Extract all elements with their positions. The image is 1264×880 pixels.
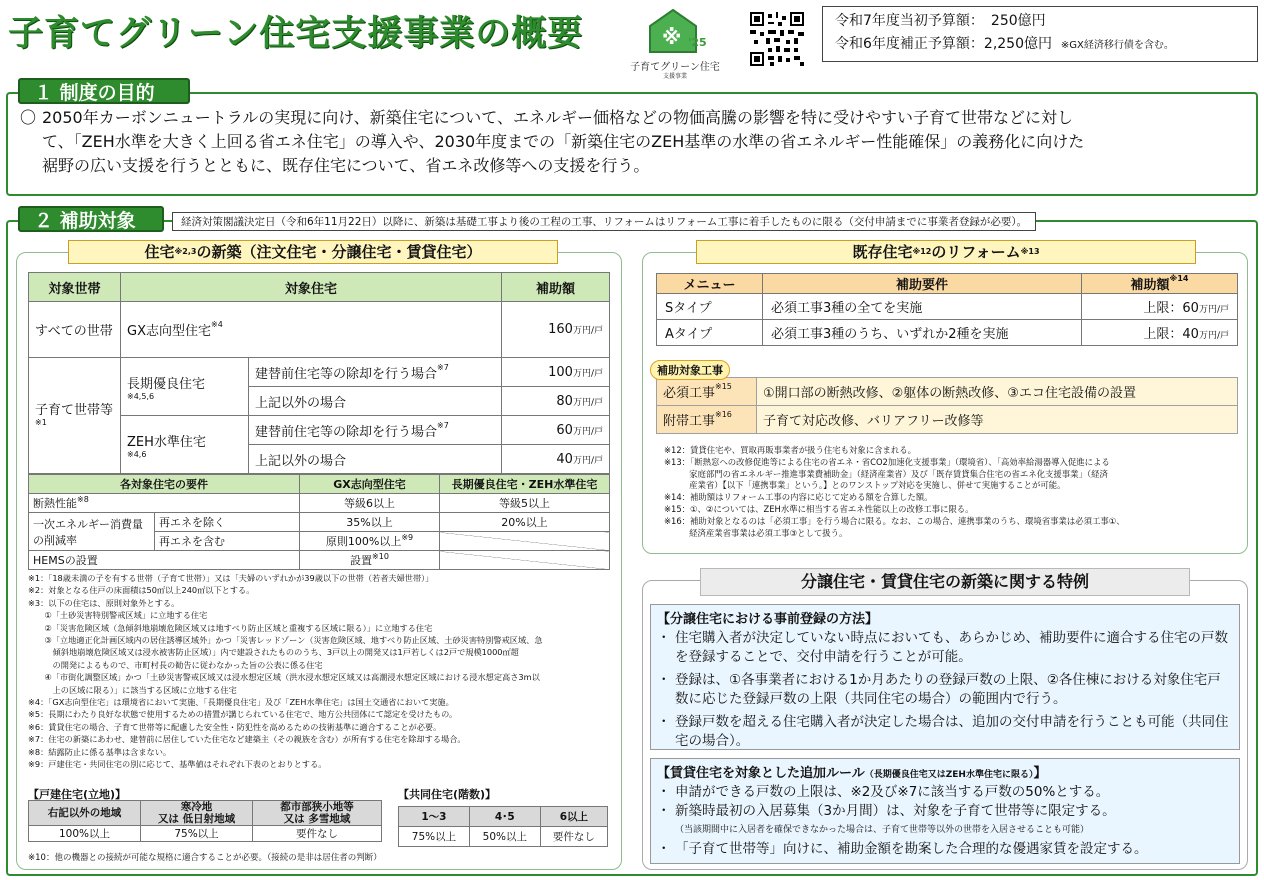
req-insulation: 断熱性能$^{※8}$ [29, 494, 300, 513]
housing-long-term: 長期優良住宅 ※4,5,6 [121, 358, 249, 416]
presale-item: ・ 登録は、①各事業者における1か月あたりの登録戸数の上限、②各住棟における対象住宅戸数に応じた登録戸数の上限（共同住宅の場合）の範囲内で行う。 [657, 671, 1233, 709]
household-child: 子育て世帯等$^{※1}$ [29, 358, 121, 474]
presale-registration-box [650, 604, 1240, 750]
reform-req-s: 必須工事3種の全てを実施 [763, 294, 1082, 320]
condition-rebuild: 建替前住宅等の除却を行う場合$^{※7}$ [249, 358, 502, 387]
req-insulation-zeh: 等級5以上 [440, 494, 610, 513]
note-line: 上の区域に限る）」に該当する区域に立地する住宅 [28, 684, 237, 695]
incidental-work-label: 附帯工事$^{※16}$ [657, 406, 757, 434]
reform-header-req: 補助要件 [763, 274, 1082, 294]
budget-note: ※GX経済移行債を含む。 [1060, 40, 1174, 51]
budget-box [822, 6, 1258, 62]
note-line: ①「土砂災害特別警戒区域」に立地する住宅 [28, 610, 208, 621]
note-line: の開発によるもので、市町村長の勧告に従わなかった旨の公表に係る住宅 [28, 659, 323, 670]
purpose-line-1: 2050年カーボンニュートラルの実現に向け、新築住宅について、エネルギー価格などの物価高騰の影響を特に受けやすい子育て世帯などに対し [42, 108, 1073, 127]
presale-item: ・ 登録戸数を超える住宅購入者が決定した場合は、追加の交付申請を行うことも可能（共同住宅の場合）。 [657, 713, 1233, 751]
req-hems: HEMSの設置 [29, 551, 300, 570]
note-line: ※12：賃貸住宅や、買取再販事業者が扱う住宅も対象に含まれる。 [664, 445, 917, 455]
req-incl-gx: 原則100%以上$^{※9}$ [300, 532, 440, 551]
requirements-table [28, 474, 610, 570]
reform-header-menu: メニュー [657, 274, 763, 294]
note-line: 家庭部門の省エネルギー推進事業費補助金」（経済産業省）及び「既存賃貸集合住宅の省エネ化支援事業」（経済 [664, 468, 1108, 479]
amount-long-rebuild: 100万円/戸 [502, 358, 610, 387]
reform-header-amount: 補助額$^{※14}$ [1082, 274, 1238, 294]
note-line: ※2：対象となる住戸の床面積は50㎡以上240㎡以下とする。 [28, 585, 255, 596]
condition-other: 上記以外の場合 [249, 387, 502, 416]
reform-work-table [656, 377, 1238, 434]
req-header-gx: GX志向型住宅 [300, 475, 440, 494]
section-tab-scope: ２ 補助対象 [18, 206, 164, 232]
detached-value: 75%以上 [141, 826, 253, 842]
svg-text:※: ※ [662, 25, 682, 49]
scope-note: 経済対策閣議決定日（令和6年11月22日）以降に、新築は基礎工事より後の工程の工事、リフォームはリフォーム工事に着手したものに限る（交付申請までに事業者登録が必要）。 [172, 212, 1036, 231]
purpose-line-2: て、「ZEH水準を大きく上回る省エネ住宅」の導入や、2030年度までの「新築住宅のZEH基準の水準の省エネルギー性能確保」の義務化に向けた [42, 132, 1085, 151]
note-line: ※7：住宅の新築にあわせ、建替前に居住していた住宅など建築主（その親族を含む）が所有する住宅を除却する場合。 [28, 734, 466, 745]
housing-gx: GX志向型住宅$^{※4}$ [121, 302, 502, 358]
condition-other: 上記以外の場合 [249, 445, 502, 474]
budget-line-current: 令和7年度当初予算額： 250億円 [835, 13, 1046, 29]
note-line: ※8：結露防止に係る基準は含まない。 [28, 746, 172, 757]
purpose-bullet: 〇 [20, 108, 37, 127]
note-line: 傾斜地崩壊危険区域又は浸水被害防止区域）」内で建設されたもののうち、3戸以上の開発又は1戸若しくは2戸で規模1000㎡超 [28, 647, 519, 658]
note-line: ※4：「GX志向型住宅」は環境省において実施、「長期優良住宅」及び「ZEH水準住宅」は国土交通省において実施。 [28, 697, 454, 708]
condition-rebuild: 建替前住宅等の除却を行う場合$^{※7}$ [249, 416, 502, 445]
reform-menu-s: Sタイプ [657, 294, 763, 320]
req-excl-renewable: 再エネを除く [155, 513, 300, 532]
req-insulation-gx: 等級6以上 [300, 494, 440, 513]
note-line: ④「市街化調整区域」かつ「土砂災害警戒区域又は浸水想定区域（洪水浸水想定区域又は高潮浸水想定区域における浸水想定高さ3m以 [28, 672, 540, 683]
reform-table [656, 273, 1238, 346]
note-line: ※1：「18歳未満の子を有する世帯（子育て世帯）」又は「夫婦のいずれかが39歳以下の世帯（若者夫婦世帯）」 [28, 573, 434, 583]
note-line: ※13：「断熱窓への改修促進等による住宅の省エネ・省CO2加速化支援事業」（環境省）、「高効率給湯器導入促進による [664, 456, 1110, 467]
note-line: ※3：以下の住宅は、原則対象外とする。 [28, 597, 180, 608]
logo-text: 子育てグリーン住宅 [630, 62, 720, 73]
note-line: 経済産業省事業は必須工事③として扱う。 [664, 527, 848, 538]
detached-value: 要件なし [253, 826, 382, 842]
reform-amount-s: 上限：60万円/戸 [1082, 294, 1238, 320]
logo-subtext: 支援事業 [662, 73, 687, 80]
note-line: 産業省）【以下「連携事業」という。】とのワンストップ対応を実施し、併せて実施することが可能。 [664, 480, 1066, 491]
presale-item: ・ 住宅購入者が決定していない時点においても、あらかじめ、補助要件に適合する住宅の戸数を登録することで、交付申請を行うことが可能。 [657, 629, 1233, 667]
rental-item-note: （当該期間中に入居者を確保できなかった場合は、子育て世帯等以外の世帯を入居させることも可能） [675, 825, 1090, 835]
qr-code-icon[interactable] [750, 12, 804, 66]
reform-amount-a: 上限：40万円/戸 [1082, 320, 1238, 346]
detached-header: 右記以外の地域 [29, 801, 141, 826]
req-excl-gx: 35%以上 [300, 513, 440, 532]
section-tab-purpose: １ 制度の目的 [18, 78, 190, 104]
col-header-housing: 対象住宅 [121, 273, 502, 302]
required-work-text: ①開口部の断熱改修、②躯体の断熱改修、③エコ住宅設備の設置 [757, 378, 1238, 406]
apartment-header: 1～3 [399, 807, 470, 827]
new-build-title: 住宅$^{※2,3}$の新築（注文住宅・分譲住宅・賃貸住宅） [68, 240, 558, 264]
rental-item: ・ 申請ができる戸数の上限は、※2及び※7に該当する戸数の50%とする。 [657, 783, 1233, 802]
req-hems-zeh-empty [440, 551, 610, 570]
note-line: ③「立地適正化計画区域内の居住誘導区域外」かつ「災害レッドゾーン（災害危険区域、地すべり防止区域、土砂災害特別警戒区域、急 [28, 635, 543, 646]
rental-box-title: 【賃貸住宅を対象とした追加ルール（長期優良住宅又はZEH水準住宅に限る）】 [657, 766, 1047, 781]
eligible-work-chip: 補助対象工事 [650, 360, 730, 380]
detached-value: 100%以上 [29, 826, 141, 842]
housing-zeh: ZEH水準住宅 ※4,6 [121, 416, 249, 474]
apartment-value: 50%以上 [469, 827, 540, 847]
logo-year: '25 [688, 36, 707, 49]
notes-left [28, 572, 614, 771]
detached-table-title: 【戸建住宅(立地)】 [28, 788, 127, 801]
apartment-header: 4･5 [469, 807, 540, 827]
req-incl-zeh-empty [440, 532, 610, 551]
col-header-household: 対象世帯 [29, 273, 121, 302]
col-header-amount: 補助額 [502, 273, 610, 302]
note-line: ※9：戸建住宅・共同住宅の別に応じて、基準値はそれぞれ下表のとおりとする。 [28, 759, 327, 770]
detached-house-table [28, 800, 382, 842]
budget-line-supplementary: 令和6年度補正予算額：2,250億円 ※GX経済移行債を含む。 [835, 36, 1174, 52]
note-10: ※10：他の機器との接続が可能な規格に適合することが必要。（接続の是非は居住者の判断） [28, 853, 382, 863]
notes-right [664, 445, 1240, 539]
note-line: ※5：長期にわたり良好な状態で使用するための措置が講じられている住宅で、地方公共団体にて認定を受けたもの。 [28, 709, 458, 720]
rental-item: ・ 新築時最初の入居募集（3か月間）は、対象を子育て世帯等に限定する。 （当該期間中に入居者を確保できなかった場合は、子育て世帯等以外の世帯を入居させることも可能） [657, 802, 1233, 840]
detached-header: 都市部狭小地等 又は 多雪地域 [253, 801, 382, 826]
req-header-zeh: 長期優良住宅・ZEH水準住宅 [440, 475, 610, 494]
note-line: ※16：補助対象となるのは「必須工事」を行う場合に限る。なお、この場合、連携事業のうち、環境省事業は必須工事①、 [664, 515, 1125, 526]
amount-zeh-rebuild: 60万円/戸 [502, 416, 610, 445]
purpose-box [6, 92, 1258, 196]
reform-req-a: 必須工事3種のうち、いずれか2種を実施 [763, 320, 1082, 346]
detached-header: 寒冷地 又は 低日射地域 [141, 801, 253, 826]
req-energy: 一次エネルギー消費量の削減率 [29, 513, 155, 551]
purpose-line-3: 裾野の広い支援を行うとともに、既存住宅について、省エネ改修等への支援を行う。 [42, 156, 650, 175]
note-line: ※15：①、②については、ZEH水準に相当する省エネ性能以上の改修工事に限る。 [664, 503, 974, 514]
special-title: 分譲住宅・賃貸住宅の新築に関する特例 [700, 568, 1190, 596]
reform-menu-a: Aタイプ [657, 320, 763, 346]
page-title: 子育てグリーン住宅支援事業の概要 [8, 14, 584, 54]
apartment-value: 要件なし [540, 827, 607, 847]
apartment-header: 6以上 [540, 807, 607, 827]
new-build-subsidy-table [28, 272, 610, 474]
rental-item: ・ 「子育て世帯等」向けに、補助金額を勘案した合理的な優遇家賃を設定する。 [657, 840, 1233, 859]
amount-gx: 160万円/戸 [502, 302, 610, 358]
household-all: すべての世帯 [29, 302, 121, 358]
apartment-value: 75%以上 [399, 827, 470, 847]
req-header-label: 各対象住宅の要件 [29, 475, 300, 494]
req-incl-renewable: 再エネを含む [155, 532, 300, 551]
incidental-work-text: 子育て対応改修、バリアフリー改修等 [757, 406, 1238, 434]
required-work-label: 必須工事$^{※15}$ [657, 378, 757, 406]
note-line: ※14：補助額はリフォーム工事の内容に応じて定める額を合算した額。 [664, 492, 933, 503]
presale-box-title: 【分譲住宅における事前登録の方法】 [657, 612, 879, 627]
amount-zeh-other: 40万円/戸 [502, 445, 610, 474]
reform-title: 既存住宅$^{※12}$のリフォーム$^{※13}$ [696, 240, 1196, 264]
apartment-table-title: 【共同住宅(階数)】 [398, 788, 497, 801]
note-line: ※6：賃貸住宅の場合、子育て世帯等に配慮した安全性・防犯性を高めるための技術基準に適合することが必要。 [28, 721, 442, 732]
req-hems-gx: 設置$^{※10}$ [300, 551, 440, 570]
req-excl-zeh: 20%以上 [440, 513, 610, 532]
apartment-table [398, 806, 608, 847]
amount-long-other: 80万円/戸 [502, 387, 610, 416]
note-line: ②「災害危険区域（急傾斜地崩壊危険区域又は地すべり防止区域と重複する区域に限る）」に立地する住宅 [28, 622, 433, 633]
program-logo [620, 8, 730, 78]
rental-rule-box [650, 758, 1240, 864]
